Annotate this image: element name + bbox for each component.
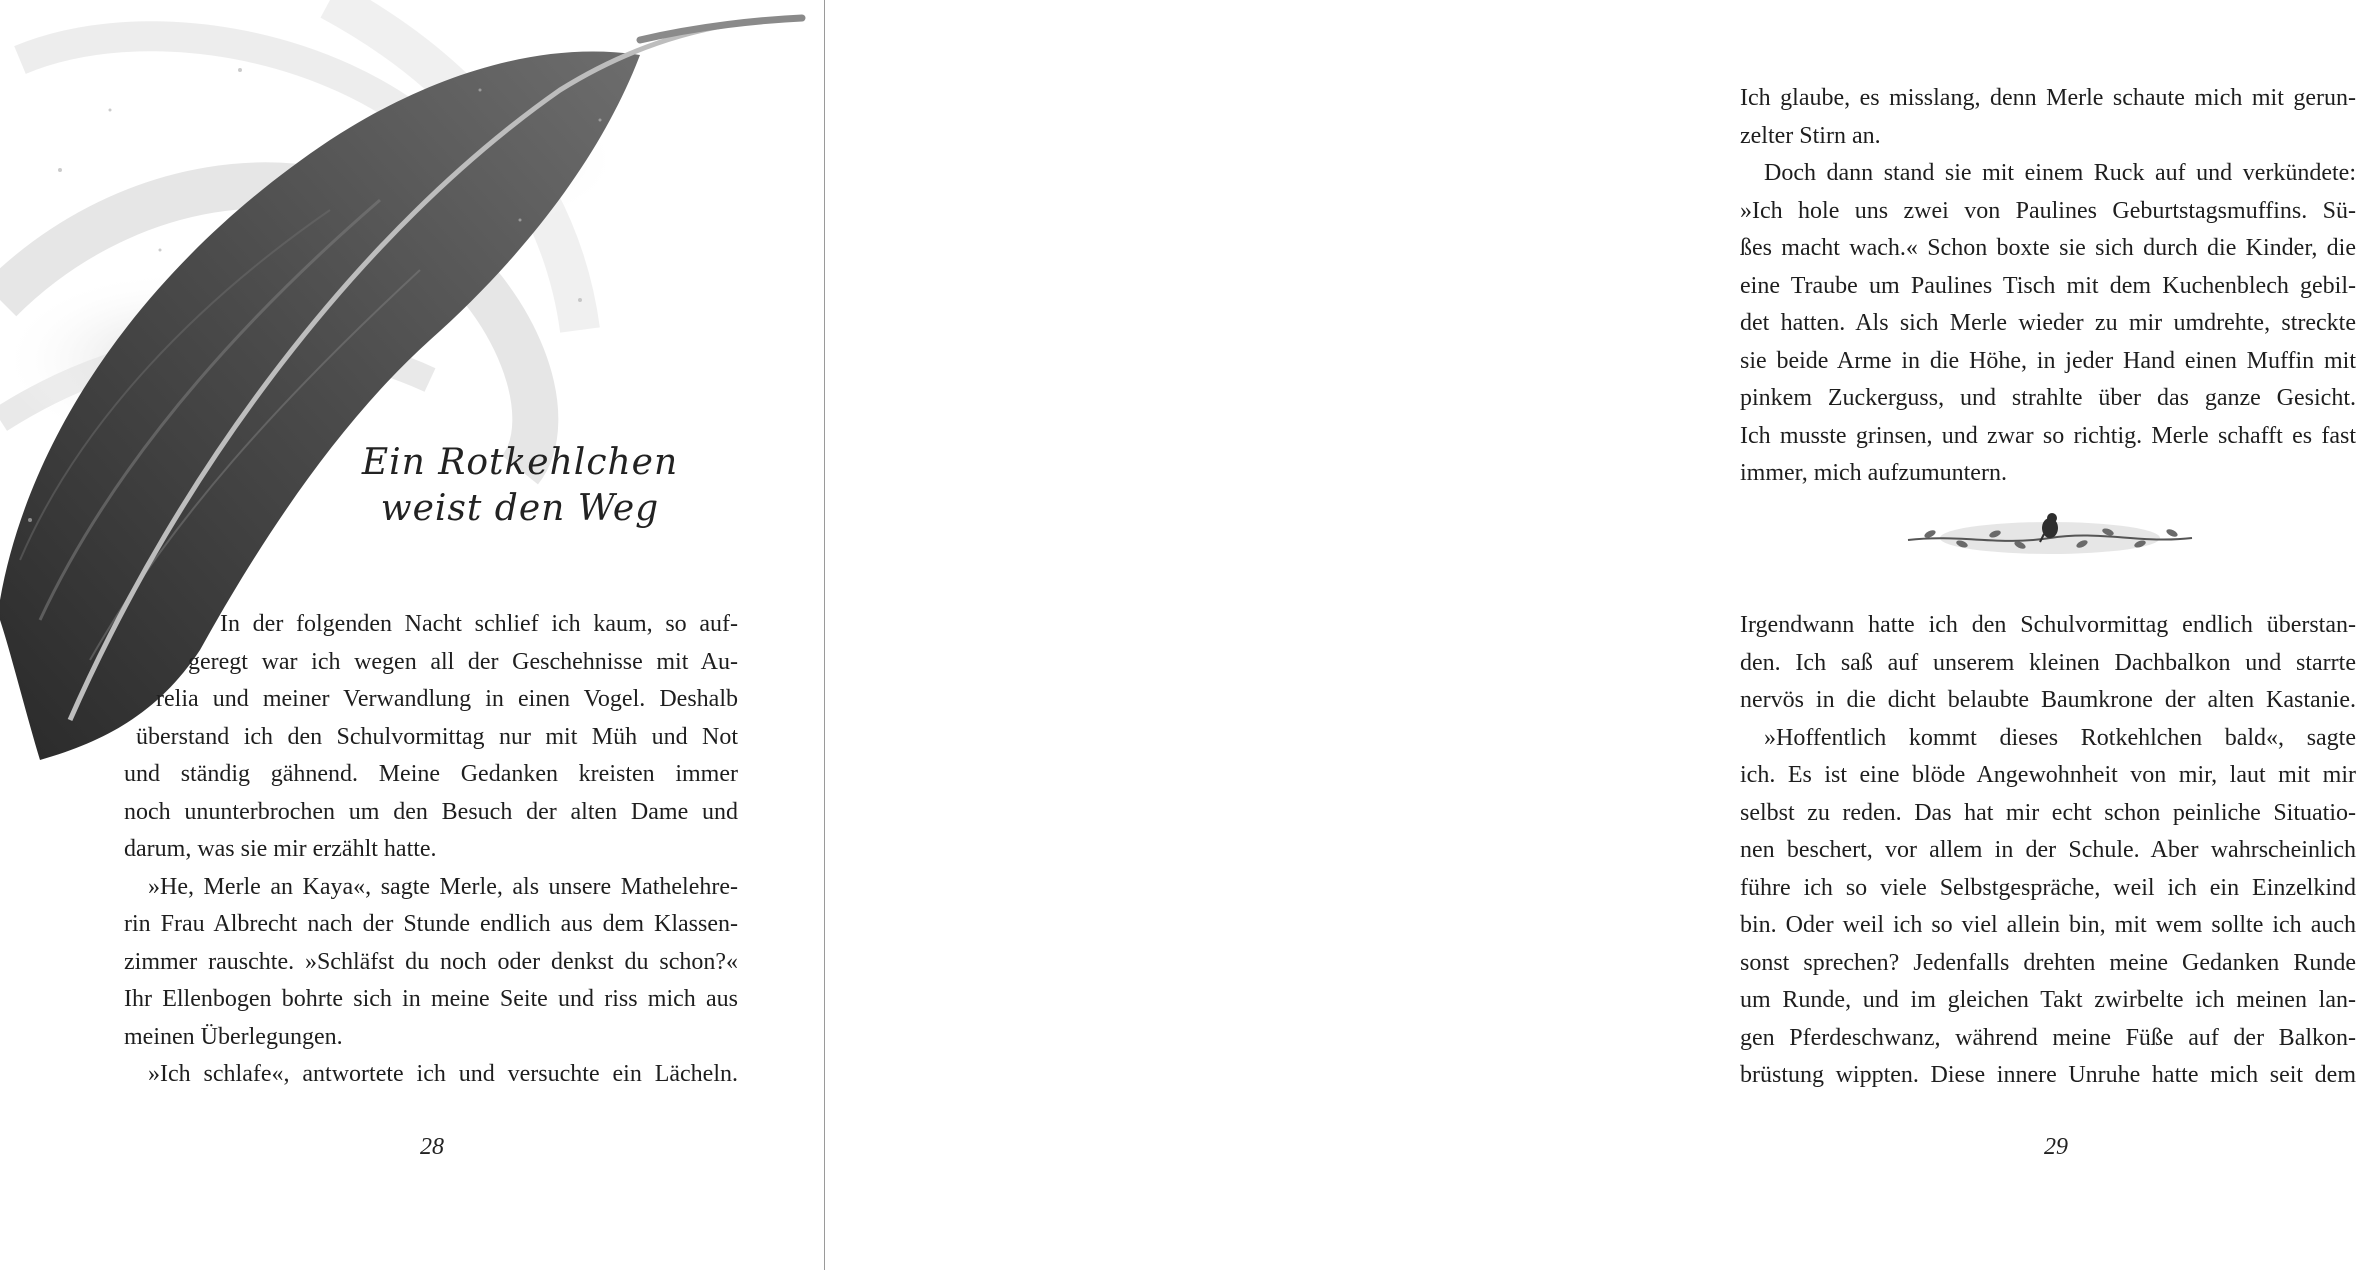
text-line: In der folgenden Nacht schlief ich kaum, so auf- — [220, 611, 738, 637]
text-line: eine Traube um Paulines Tisch mit dem Kuchenblech gebil- — [1740, 272, 2356, 299]
text-line: Ich glaube, es misslang, denn Merle schaute mich mit gerun- — [1740, 85, 2356, 111]
text-line: bin. Oder weil ich so viel allein bin, mit wem sollte ich auch — [1740, 912, 2356, 938]
text-line: immer, mich aufzumuntern. — [1740, 460, 2007, 486]
text-line: um Runde, und im gleichen Takt zwirbelte ich meinen lan- — [1740, 987, 2356, 1013]
text-line: nervös in die dicht belaubte Baumkrone der alten Kastanie. — [1740, 687, 2356, 713]
text-line: gen Pferdeschwanz, während meine Füße auf der Balkon- — [1740, 1024, 2356, 1051]
left-body-text — [124, 606, 738, 1094]
text-line: det hatten. Als sich Merle wieder zu mir umdrehte, streckte — [1740, 310, 2356, 336]
text-line: Irgendwann hatte ich den Schulvormittag endlich überstan- — [1740, 612, 2356, 638]
text-line: rin Frau Albrecht nach der Stunde endlich aus dem Klassen- — [124, 911, 738, 937]
right-body-text-top — [1740, 80, 2356, 493]
text-line: darum, was sie mir erzählt hatte. — [124, 836, 437, 862]
text-line: Doch dann stand sie mit einem Ruck auf und verkündete: — [1764, 160, 2356, 186]
text-line: überstand ich den Schulvormittag nur mit Müh und Not — [136, 723, 738, 750]
right-page — [825, 0, 2356, 1270]
page-number-left: 28 — [420, 1134, 444, 1160]
chapter-title-line-2: weist den Weg — [380, 488, 660, 529]
text-line: sonst sprechen? Jedenfalls drehten meine Gedanken Runde — [1740, 949, 2356, 976]
text-line: »Ich schlafe«, antwortete ich und versuchte ein Lächeln. — [148, 1061, 738, 1087]
text-line: selbst zu reden. Das hat mir echt schon peinliche Situatio- — [1740, 799, 2356, 826]
left-page — [0, 0, 824, 1270]
chapter-title — [330, 440, 710, 532]
text-line: zimmer rauschte. »Schläfst du noch oder denkst du schon?« — [124, 948, 738, 975]
robin-branch-ornament — [1900, 514, 2200, 564]
text-line: ßes macht wach.« Schon boxte sie sich durch die Kinder, die — [1740, 235, 2356, 261]
right-body-text-bottom — [1740, 607, 2356, 1095]
text-line: ich. Es ist eine blöde Angewohnheit von mir, laut mit mir — [1740, 762, 2356, 788]
text-line: führe ich so viele Selbstgespräche, weil ich ein Einzelkind — [1740, 874, 2356, 901]
text-line: »Hoffentlich kommt dieses Rotkehlchen bald«, sagte — [1764, 724, 2356, 751]
text-line: sie beide Arme in die Höhe, in jeder Hand einen Muffin mit — [1740, 347, 2356, 374]
text-line: relia und meiner Verwandlung in einen Vogel. Deshalb — [156, 686, 738, 712]
text-line: nen beschert, vor allem in der Schule. Aber wahrscheinlich — [1740, 837, 2356, 863]
page-number-right: 29 — [2044, 1134, 2068, 1160]
text-line: pinkem Zuckerguss, und strahlte über das ganze Gesicht. — [1740, 385, 2356, 411]
chapter-title-line-1: Ein Rotkehlchen — [361, 442, 679, 483]
text-line: zelter Stirn an. — [1740, 122, 1881, 149]
text-line: den. Ich saß auf unserem kleinen Dachbalkon und starrte — [1740, 649, 2356, 676]
text-line: Ihr Ellenbogen bohrte sich in meine Seite und riss mich aus — [124, 986, 738, 1012]
text-line: »He, Merle an Kaya«, sagte Merle, als unsere Mathelehre- — [148, 873, 738, 900]
text-line: Ich musste grinsen, und zwar so richtig. Merle schafft es fast — [1740, 422, 2356, 449]
text-line: brüstung wippten. Diese innere Unruhe hatte mich seit dem — [1740, 1062, 2356, 1088]
text-line: noch ununterbrochen um den Besuch der alten Dame und — [124, 798, 738, 825]
text-line: geregt war ich wegen all der Geschehnisse mit Au- — [188, 648, 738, 675]
text-line: »Ich hole uns zwei von Paulines Geburtstagsmuffins. Sü- — [1740, 197, 2356, 224]
text-line: und ständig gähnend. Meine Gedanken kreisten immer — [124, 761, 738, 787]
text-line: meinen Überlegungen. — [124, 1023, 343, 1050]
